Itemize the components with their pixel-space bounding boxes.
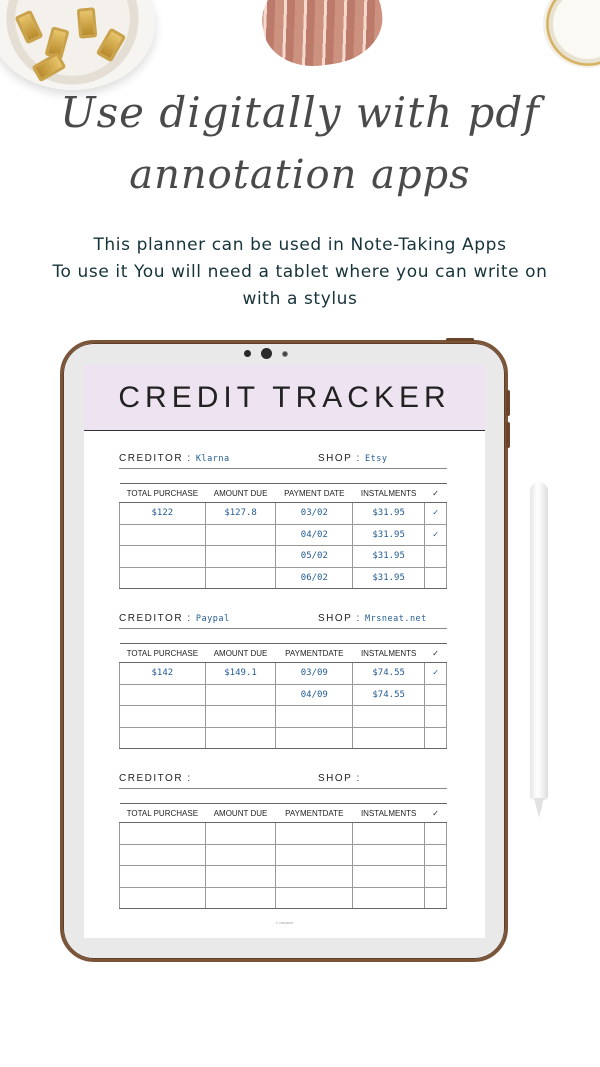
cell-instalment[interactable]: $31.95 <box>353 524 425 546</box>
payment-table <box>119 803 447 909</box>
shop-label: SHOP : <box>318 453 361 464</box>
cell-date[interactable] <box>276 706 353 728</box>
cell-due[interactable] <box>205 727 276 749</box>
check-cell[interactable] <box>425 567 447 589</box>
col-total-purchase: TOTAL PURCHASE <box>120 644 206 663</box>
table-header <box>120 484 447 503</box>
tablet-screen <box>84 365 485 938</box>
table-row <box>120 706 447 728</box>
cell-date[interactable]: 03/02 <box>276 503 353 525</box>
col-total-purchase: TOTAL PURCHASE <box>120 804 206 823</box>
table-row <box>120 844 447 866</box>
col-instalments: INSTALMENTS <box>353 804 425 823</box>
cell-due[interactable]: $149.1 <box>205 663 276 685</box>
col-payment-date: PAYMENT DATE <box>276 484 353 503</box>
binder-clip-icon <box>77 7 98 38</box>
cell-total[interactable] <box>120 844 206 866</box>
cell-total[interactable] <box>120 524 206 546</box>
cell-due[interactable] <box>205 546 276 568</box>
cell-instalment[interactable] <box>353 823 425 845</box>
table-row <box>120 663 447 685</box>
check-cell[interactable] <box>425 866 447 888</box>
cell-instalment[interactable] <box>353 727 425 749</box>
cell-total[interactable] <box>120 866 206 888</box>
cell-instalment[interactable]: $31.95 <box>353 567 425 589</box>
cell-due[interactable] <box>205 887 276 909</box>
shop-field[interactable] <box>318 453 387 464</box>
headline-line-1: Use digitally with pdf <box>60 88 540 137</box>
col-payment-date: PAYMENTDATE <box>276 804 353 823</box>
cell-due[interactable] <box>205 567 276 589</box>
col-amount-due: AMOUNT DUE <box>205 644 276 663</box>
creditor-shop-line <box>119 771 447 789</box>
cell-due[interactable]: $127.8 <box>205 503 276 525</box>
col-instalments: INSTALMENTS <box>353 644 425 663</box>
cell-instalment[interactable] <box>353 844 425 866</box>
check-cell[interactable] <box>425 887 447 909</box>
creditor-label: CREDITOR : <box>119 613 192 624</box>
cell-instalment[interactable]: $31.95 <box>353 546 425 568</box>
tablet-top-button <box>446 338 474 341</box>
cell-instalment[interactable] <box>353 887 425 909</box>
col-check-icon: ✓ <box>425 484 447 503</box>
description-line-2: To use it You will need a tablet where you can write on <box>52 262 548 282</box>
check-cell[interactable] <box>425 546 447 568</box>
check-cell[interactable] <box>425 706 447 728</box>
cell-date[interactable]: 05/02 <box>276 546 353 568</box>
creditor-shop-line <box>119 451 447 469</box>
cell-due[interactable] <box>205 866 276 888</box>
shop-value: Mrsneat.net <box>365 614 427 624</box>
cell-date[interactable]: 04/02 <box>276 524 353 546</box>
cell-total[interactable]: $122 <box>120 503 206 525</box>
cell-instalment[interactable] <box>353 866 425 888</box>
cell-total[interactable] <box>120 567 206 589</box>
creditor-value: Klarna <box>195 454 230 464</box>
description-line-1: This planner can be used in Note-Taking Apps <box>93 235 507 255</box>
stylus-tip <box>534 798 544 818</box>
col-instalments: INSTALMENTS <box>353 484 425 503</box>
stylus-pencil-icon <box>530 482 548 800</box>
check-cell[interactable] <box>425 727 447 749</box>
cell-date[interactable]: 03/09 <box>276 663 353 685</box>
title-band <box>84 365 485 431</box>
creditor-field[interactable] <box>119 613 230 624</box>
shop-label: SHOP : <box>318 613 361 624</box>
table-row <box>120 823 447 845</box>
shop-field[interactable] <box>318 613 427 624</box>
creditor-field[interactable] <box>119 773 192 784</box>
cell-date[interactable]: 04/09 <box>276 684 353 706</box>
check-cell[interactable] <box>425 823 447 845</box>
sensor-icon <box>244 350 251 357</box>
cell-date[interactable] <box>276 866 353 888</box>
cell-total[interactable] <box>120 823 206 845</box>
payment-table <box>119 643 447 749</box>
payment-table <box>119 483 447 589</box>
creditor-label: CREDITOR : <box>119 453 192 464</box>
cell-due[interactable] <box>205 706 276 728</box>
col-payment-date: PAYMENTDATE <box>276 644 353 663</box>
table-row <box>120 567 447 589</box>
table-row <box>120 887 447 909</box>
description-line-3: with a stylus <box>242 289 358 309</box>
col-check-icon: ✓ <box>425 644 447 663</box>
table-header <box>120 804 447 823</box>
table-row <box>120 503 447 525</box>
gold-rim-dish-decoration <box>543 0 600 68</box>
check-cell[interactable] <box>425 844 447 866</box>
footer-brand: © MRSNEAT <box>275 921 294 925</box>
camera-icon <box>261 348 272 359</box>
checkmark-icon[interactable]: ✓ <box>425 524 447 546</box>
tablet-volume-down-button <box>506 422 510 448</box>
table-row <box>120 866 447 888</box>
table-row <box>120 546 447 568</box>
creditor-value: Paypal <box>195 614 230 624</box>
table-row <box>120 684 447 706</box>
cell-due[interactable] <box>205 844 276 866</box>
table-row <box>120 727 447 749</box>
shop-label: SHOP : <box>318 773 361 784</box>
cell-date[interactable] <box>276 823 353 845</box>
tablet-volume-up-button <box>506 390 510 416</box>
cell-date[interactable] <box>276 887 353 909</box>
cell-total[interactable] <box>120 546 206 568</box>
checkmark-icon[interactable]: ✓ <box>425 663 447 685</box>
creditor-shop-line <box>119 611 447 629</box>
checkmark-icon[interactable]: ✓ <box>425 503 447 525</box>
cell-instalment[interactable]: $74.55 <box>353 663 425 685</box>
creditor-label: CREDITOR : <box>119 773 192 784</box>
col-check-icon: ✓ <box>425 804 447 823</box>
shop-value: Etsy <box>365 454 388 464</box>
cell-instalment[interactable]: $74.55 <box>353 684 425 706</box>
cell-total[interactable] <box>120 727 206 749</box>
cell-due[interactable] <box>205 524 276 546</box>
col-total-purchase: TOTAL PURCHASE <box>120 484 206 503</box>
flash-icon <box>282 351 288 357</box>
creditor-field[interactable] <box>119 453 230 464</box>
monstera-leaf-decoration <box>256 0 388 73</box>
col-amount-due: AMOUNT DUE <box>205 804 276 823</box>
page-title: CREDIT TRACKER <box>118 381 451 414</box>
check-cell[interactable] <box>425 684 447 706</box>
cell-total[interactable]: $142 <box>120 663 206 685</box>
cell-date[interactable]: 06/02 <box>276 567 353 589</box>
headline-line-2: annotation apps <box>129 152 471 198</box>
cell-due[interactable] <box>205 684 276 706</box>
shop-field[interactable] <box>318 773 361 784</box>
cell-total[interactable] <box>120 887 206 909</box>
table-row <box>120 524 447 546</box>
cell-due[interactable] <box>205 823 276 845</box>
table-header <box>120 644 447 663</box>
cell-total[interactable] <box>120 706 206 728</box>
description <box>0 232 600 313</box>
cell-instalment[interactable]: $31.95 <box>353 503 425 525</box>
cell-date[interactable] <box>276 844 353 866</box>
cell-total[interactable] <box>120 684 206 706</box>
cell-date[interactable] <box>276 727 353 749</box>
col-amount-due: AMOUNT DUE <box>205 484 276 503</box>
cell-instalment[interactable] <box>353 706 425 728</box>
